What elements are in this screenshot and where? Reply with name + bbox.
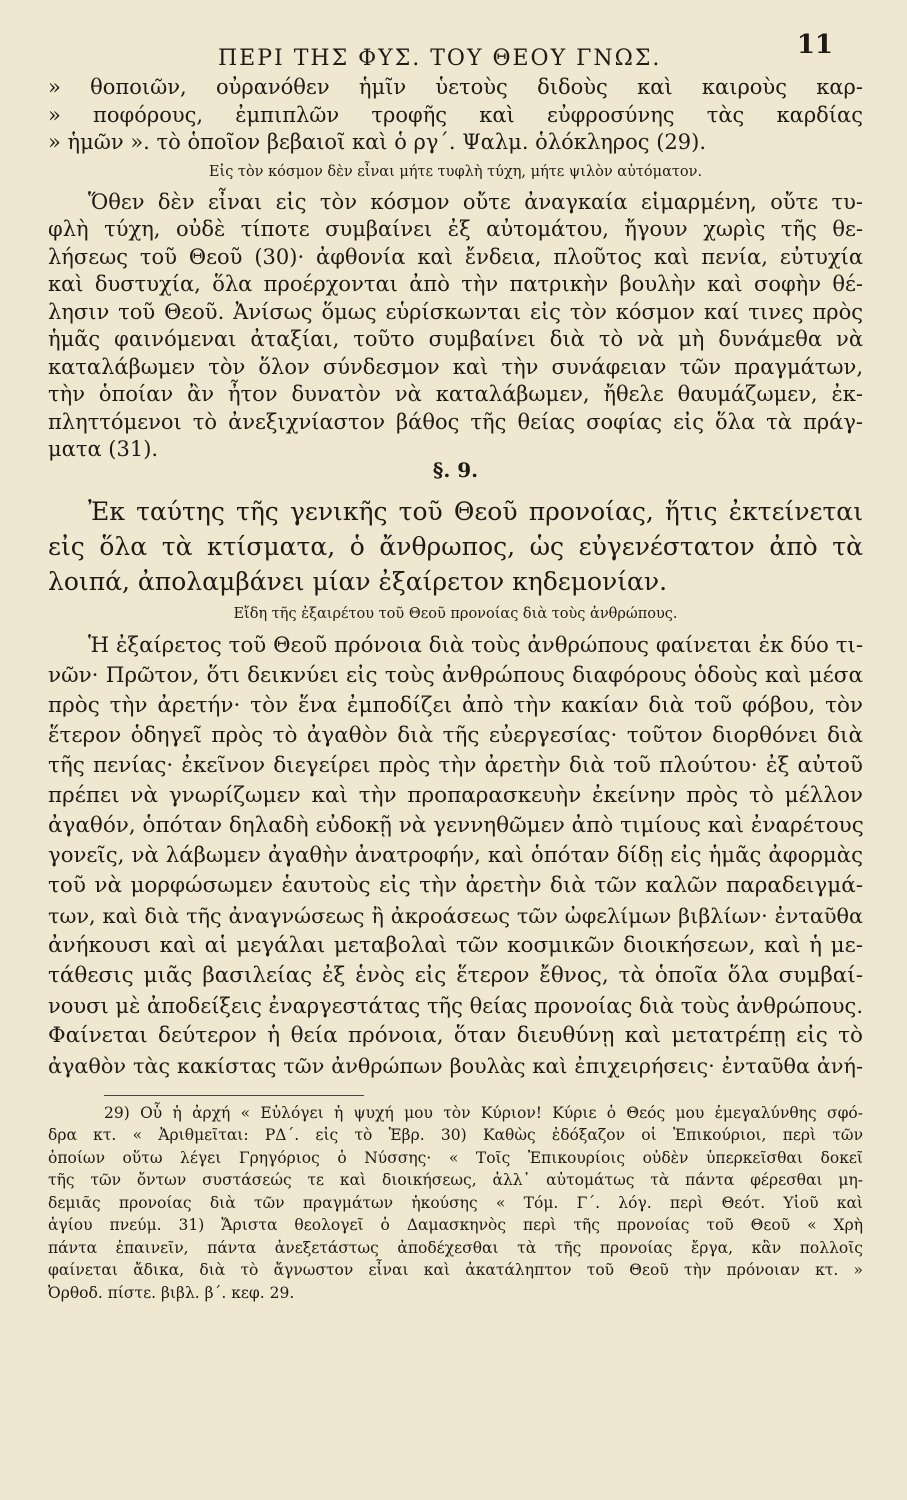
text-line: νουσι μὲ ἀποδείξεις ἐναργεστάτας τῆς θείας προνοίας διὰ τοὺς ἀνθρώπους. xyxy=(48,993,863,1018)
intro-line: λοιπά, ἀπολαμβάνει μίαν ἐξαίρετον κηδεμονίαν. xyxy=(48,566,668,596)
intro-line: εἰς ὅλα τὰ κτίσματα, ὁ ἄνθρωπος, ὡς εὐγενέστατον ἀπὸ τὰ xyxy=(48,531,863,561)
paragraph-special-providence xyxy=(48,631,863,1081)
text-line: φλὴ τύχη, οὐδὲ τίποτε συμβαίνει ἐξ αὐτομάτου, ἤγουν χωρὶς τῆς θε- xyxy=(48,217,863,241)
text-line: ματα (31). xyxy=(48,437,159,461)
text-line: τοῦ νὰ μορφώσωμεν ἑαυτοὺς εἰς τὴν ἀρετὴν διὰ τῶν καλῶν παραδειγμά- xyxy=(48,872,863,898)
section-intro xyxy=(48,494,863,599)
text-line: γονεῖς, νὰ λάβωμεν ἀγαθὴν ἀνατροφήν, καὶ ὁπόταν δίδῃ εἰς ἡμᾶς ἀφορμὰς xyxy=(48,842,863,868)
paragraph-providence xyxy=(48,189,863,464)
footnote-line: δεμιᾶς προνοίας διὰ τῶν πραγμάτων ἡκούσης « Τόμ. Γ΄. λόγ. περὶ Θεότ. Υἱοῦ καὶ xyxy=(48,1193,863,1212)
footnote-line: ἁγίου πνεύμ. 31) Ἄριστα θεολογεῖ ὁ Δαμασκηνὸς περὶ τῆς προνοίας τοῦ Θεοῦ « Χρὴ xyxy=(48,1216,863,1234)
footnote-line: πάντα ἐπαινεῖν, πάντα ἀνεξετάστως ἀποδέχεσθαι τὰ τῆς προνοίας ἔργα, κἂν πολλοῖς xyxy=(48,1238,863,1257)
text-line: πρὸς τὴν ἀρετήν· τὸν ἕνα ἐμποδίζει ἀπὸ τὴν κακίαν διὰ τοῦ φόβου, τὸν xyxy=(48,692,863,718)
footnotes xyxy=(48,1102,863,1305)
marginal-heading: Εἴδη τῆς ἐξαιρέτου τοῦ Θεοῦ προνοίας διὰ τοὺς ἀνθρώπους. xyxy=(233,605,678,622)
footnote-line: τῆς τῶν ὄντων συστάσεώς τε καὶ διοικήσεως, ἀλλ᾽ αὐτομάτως τὰ πάντα φέρεσθαι μη- xyxy=(48,1171,863,1189)
text-line: ἀγαθόν, ὁπόταν δηλαδὴ εὐδοκῇ νὰ γεννηθῶμεν ἀπὸ τιμίους καὶ ἐναρέτους xyxy=(48,812,864,838)
page-number: 11 xyxy=(796,30,833,60)
footnote-line: δρα κτ. « Ἀριθμεῖται: ΡΔ΄. εἰς τὸ Ἑβρ. 30) Καθὼς ἐδόξαζον οἱ Ἐπικούριοι, περὶ τῶν xyxy=(48,1126,863,1144)
text-line: λήσεως τοῦ Θεοῦ (30)· ἀφθονία καὶ ἔνδεια, πλοῦτος καὶ πενία, εὐτυχία xyxy=(48,244,863,269)
paragraph-continuation xyxy=(48,74,863,157)
footnote-line: ὁποίων οὕτω λέγει Γρηγόριος ὁ Νύσσης· « Τοῖς Ἐπικουρίοις οὐδὲν ὑπερκεῖσθαι δοκεῖ xyxy=(48,1148,863,1167)
running-head: ΠΕΡΙ ΤΗΣ ΦΥΣ. ΤΟΥ ΘΕΟΥ ΓΝΩΣ. xyxy=(218,46,662,71)
text-line: πρέπει νὰ γνωρίζωμεν καὶ τὴν προπαρασκευὴν ἐκείνην πρὸς τὸ μέλλον xyxy=(48,782,863,808)
intro-line: Ἐκ ταύτης τῆς γενικῆς τοῦ Θεοῦ προνοίας, ἥτις ἐκτείνεται xyxy=(88,496,863,526)
text-line: καταλάβωμεν τὸν ὅλον σύνδεσμον καὶ τὴν συνάφειαν τῶν πραγμάτων, xyxy=(48,354,863,379)
text-line: Ὅθεν δὲν εἶναι εἰς τὸν κόσμον οὔτε ἀναγκαία εἱμαρμένη, οὔτε τυ- xyxy=(88,189,863,214)
footnote-line: φαίνεται ἄδικα, διὰ τὸ ἄγνωστον εἶναι καὶ ἀκατάληπτον τοῦ Θεοῦ τὴν πρόνοιαν κτ. » xyxy=(48,1261,863,1279)
text-line: τῆς πενίας· ἐκεῖνον διεγείρει πρὸς τὴν ἀρετὴν διὰ τοῦ πλούτου· ἐξ αὐτοῦ xyxy=(48,752,863,778)
footnote-line: 29) Οὗ ἡ ἀρχή « Εὐλόγει ἡ ψυχή μου τὸν Κύριον! Κύριε ὁ Θεός μου ἐμεγαλύνθης σφό- xyxy=(104,1103,863,1122)
text-line: των, καὶ διὰ τῆς ἀναγνώσεως ἢ ἀκροάσεως τῶν ὠφελίμων βιβλίων· ἐνταῦθα xyxy=(48,903,863,928)
text-line: νῶν· Πρῶτον, ὅτι δεικνύει εἰς τοὺς ἀνθρώπους διαφόρους ὁδοὺς καὶ μέσα xyxy=(48,662,863,688)
text-line: τάθεσις μιᾶς βασιλείας ἐξ ἑνὸς εἰς ἕτερον ἔθνος, τὰ ὁποῖα ὅλα συμβαί- xyxy=(48,962,863,988)
text-line: » θοποιῶν, οὐρανόθεν ἡμῖν ὑετοὺς διδοὺς καὶ καιροὺς καρ- xyxy=(48,75,863,99)
text-line: ἀγαθὸν τὰς κακίστας τῶν ἀνθρώπων βουλὰς καὶ ἐπιχειρήσεις· ἐνταῦθα ἀνή- xyxy=(48,1053,863,1078)
text-line: Φαίνεται δεύτερον ἡ θεία πρόνοια, ὅταν διευθύνῃ καὶ μετατρέπῃ εἰς τὸ xyxy=(48,1022,863,1048)
footnote-line: Ὀρθοδ. πίστε. βιβλ. β΄. κεφ. 29. xyxy=(48,1283,295,1302)
text-line: καὶ δυστυχία, ὅλα προέρχονται ἀπὸ τὴν πατρικὴν βουλὴν καὶ σοφὴν θέ- xyxy=(48,272,863,296)
text-line: » ποφόρους, ἐμπιπλῶν τροφῆς καὶ εὐφροσύνης τὰς καρδίας xyxy=(48,102,863,127)
section-number: §. 9. xyxy=(432,457,479,482)
page-header xyxy=(48,24,863,74)
text-line: ἀνήκουσι καὶ αἱ μεγάλαι μεταβολαὶ τῶν κοσμικῶν διοικήσεων, καὶ ἡ με- xyxy=(48,932,863,958)
text-line: λησιν τοῦ Θεοῦ. Ἀνίσως ὅμως εὑρίσκωνται εἰς τὸν κόσμον καί τινες πρὸς xyxy=(48,299,863,324)
text-line: » ἡμῶν ». τὸ ὁποῖον βεβαιοῖ καὶ ὁ ργ΄. Ψαλμ. ὁλόκληρος (29). xyxy=(48,130,706,154)
text-line: Ἡ ἐξαίρετος τοῦ Θεοῦ πρόνοια διὰ τοὺς ἀνθρώπους φαίνεται ἐκ δύο τι- xyxy=(88,632,863,658)
marginal-heading: Εἰς τὸν κόσμον δὲν εἶναι μήτε τυφλὴ τύχη, μήτε ψιλὸν αὐτόματον. xyxy=(208,163,703,180)
text-line: ἡμᾶς φαινόμεναι ἀταξίαι, τοῦτο συμβαίνει διὰ τὸ νὰ μὴ δυνάμεθα νὰ xyxy=(48,327,863,351)
text-line: τὴν ὁποίαν ἂν ἦτον δυνατὸν νὰ καταλάβωμεν, ἤθελε θαυμάζωμεν, ἐκ- xyxy=(48,382,863,406)
text-line: πληττόμενοι τὸ ἀνεξιχνίαστον βάθος τῆς θείας σοφίας εἰς ὅλα τὰ πράγ- xyxy=(48,409,863,434)
footnote-divider xyxy=(104,1095,364,1096)
text-line: ἕτερον ὁδηγεῖ πρὸς τὸ ἀγαθὸν διὰ τῆς εὐεργεσίας· τοῦτον διορθόνει διὰ xyxy=(48,722,863,748)
